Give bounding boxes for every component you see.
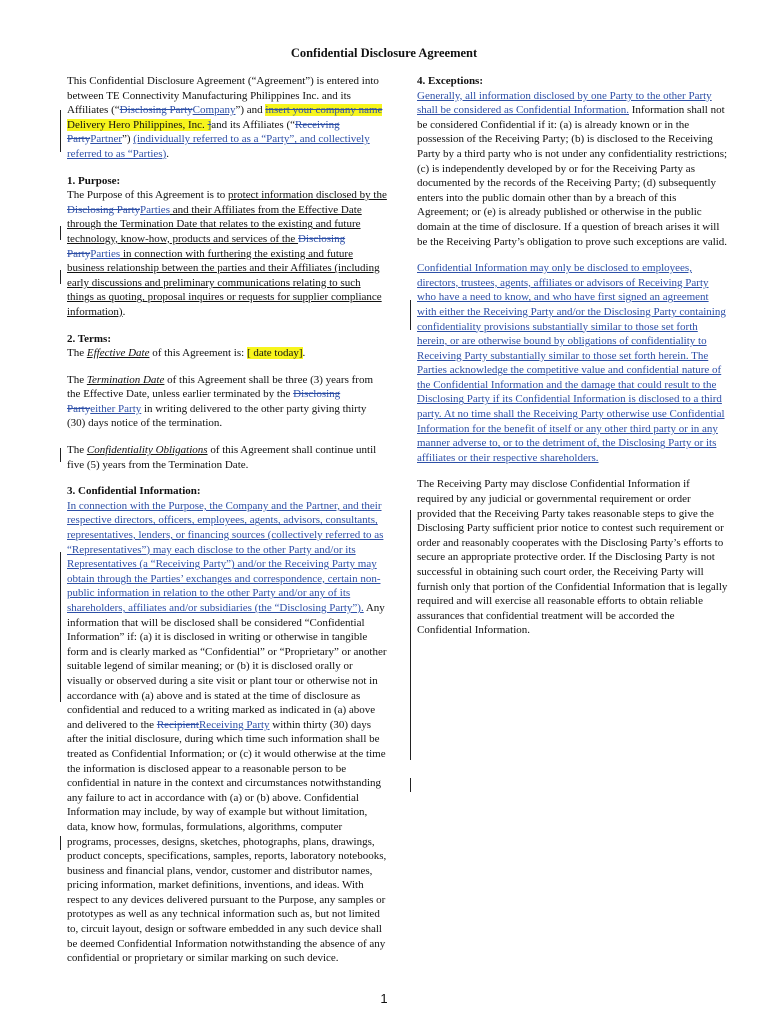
change-bar: [410, 778, 411, 792]
effective-date-paragraph: The Effective Date of this Agreement is: [ date today].: [67, 347, 306, 360]
left-column: [67, 74, 387, 978]
section-heading-confidential-information: 3. Confidential Information:: [67, 485, 201, 498]
document-title: Confidential Disclosure Agreement: [290, 46, 478, 60]
change-bar: [410, 300, 411, 330]
date-placeholder: [ date today]: [246, 347, 303, 360]
change-bar: [60, 110, 61, 152]
legal-disclosure-paragraph: The Receiving Party may disclose Confidential Information if required by any judicial or governmental requirement or order provided that the Receiving Party takes reasonable steps to give the Disclosing Party sufficient prior notice to contest such requirement or order and reasonably cooperates with the Disclosing Party’s efforts to secure an appropriate protective order. If the Disclosing Party is not successful in obtaining such court order, the Receiving Party will furnish only that portion of the Confidential Information that is legally required and will exercise all reasonable efforts to obtain reliable assurances that confidential treatment will be accorded the Confidential Information.: [417, 478, 728, 637]
section-heading-purpose: 1. Purpose:: [67, 174, 121, 187]
change-bar: [60, 836, 61, 850]
change-bar: [60, 552, 61, 702]
termination-date-paragraph: The Termination Date of this Agreement shall be three (3) years from the Effective Date, unless earlier terminated by the Disclosing Partyeither Party in writing delivered to the other party giving thirty (30) days notice of the termination.: [67, 373, 373, 430]
purpose-paragraph: The Purpose of this Agreement is to protect information disclosed by the Disclosing PartyParties and their Affiliates from the Effective Date through the Termination Date that relates to the existing and future technology, know-how, products and services of the Disclosing PartyParties in connection with furthering the existing and future business relationship between the parties and their Affiliates (including early discussions and preliminary communications relating to such things as quoting, proposal inquires or requests for supplier compliance information).: [67, 189, 387, 318]
right-column: [417, 74, 729, 650]
confidential-information-paragraph: In connection with the Purpose, the Company and the Partner, and their respective directors, officers, employees, agents, advisors, consultants, representatives, lenders, or financing sources (collectively referred to as “Representatives”) may each disclose to the other Party and/or its Representatives (a “Receiving Party”) and/or the Receiving Party may obtain through the Parties’ exchanges and correspondence, certain non-public information in relation to the other Party and/or any of its shareholders, affiliates and/or subsidiaries (the “Disclosing Party”). Any information that will be disclosed shall be considered “Confidential Information” if: (a) it is disclosed in writing or otherwise in tangible form and is clearly marked as “Confidential” or “Proprietary” or another suitable legend of similar meaning; or (b) it is disclosed orally or visually or observed during a site visit or plant tour or otherwise not in accordance with (a) above and is stated at the time of disclosure as confidential and reduced to a writing marked as indicated in (a) above and delivered to the RecipientReceiving Party within thirty (30) days after the initial disclosure, during which time such information shall be treated as Confidential Information; or (c) it would otherwise at the time the information is disclosed appear to a reasonable person to be confidential in nature in the context and circumstances notwithstanding any failure to act in accordance with (a) or (b) above. Confidential Information may include, by way of example but without limitation, data, know how, formulas, formulations, algorithms, computer programs, processes, designs, sketches, photographs, plans, drawings, product concepts, specifications, samples, reports, laboratory notebooks, business and financial plans, vendor, customer and distributor names, pricing information, market definitions, inventions, and ideas. With respect to any devices delivered pursuant to the Purpose, any samples or prototypes as well as any technical information such as, but not limited to, circuit layout, design or software embedded in any such device shall be deemed Confidential Information notwithstanding the absence of any confidential or proprietary or similar marking on such device.: [67, 499, 387, 965]
disclosure-limits-paragraph: Confidential Information may only be disclosed to employees, directors, trustees, agents, affiliates or advisors of Receiving Party who have a need to know, and who have first signed an agreement with either the Receiving Party and/or the Disclosing Party containing confidentiality provisions substantially similar to those set forth herein, or are otherwise bound by obligations of confidentiality to Receiving Party substantially similar to those set forth herein. The Parties acknowledge the competitive value and confidential nature of the Confidential Information and the damage that could result to the Disclosing Party if its Confidential Information is disclosed to a third party. At no time shall the Receiving Party otherwise use Confidential Information for the benefit of itself or any other third party or in any manner adverse to, or to the detriment of, the Disclosing Party or its affiliates or their respective shareholders.: [417, 262, 726, 464]
intro-paragraph: This Confidential Disclosure Agreement (“Agreement”) is entered into between TE Connectivity Manufacturing Philippines Inc. and its Affiliates (“Disclosing PartyCompany”) and insert your company name Delivery Hero Philippines, Inc. ]and its Affiliates (“Receiving PartyPartner”) (individually referred to as a “Party”, and collectively referred to as “Parties).: [67, 75, 383, 160]
exceptions-paragraph: Generally, all information disclosed by one Party to the other Party shall be considered as Confidential Information. Information shall not be considered Confidential if it: (a) is already known or in the possession of the Receiving Party; (b) is disclosed to the Receiving Party by a third party who is not under any confidentiality restrictions; (c) is independently developed by or for the Receiving Party as documented by the records of the Receiving Party; (d) subsequently enters into the public domain other than by a breach of this Agreement; or (e) is already published or otherwise in the public domain at the time of disclosure. If a question of breach arises it will be the Receiving Party’s obligation to prove such exceptions are valid.: [417, 89, 728, 248]
section-heading-exceptions: 4. Exceptions:: [417, 75, 483, 87]
page-number: 1: [380, 991, 388, 1006]
change-bar: [60, 270, 61, 284]
change-bar: [60, 226, 61, 240]
change-bar: [410, 510, 411, 760]
confidentiality-obligations-paragraph: The Confidentiality Obligations of this Agreement shall continue until five (5) years from the Termination Date.: [67, 444, 377, 471]
change-bar: [60, 448, 61, 462]
section-heading-terms: 2. Terms:: [67, 332, 111, 345]
